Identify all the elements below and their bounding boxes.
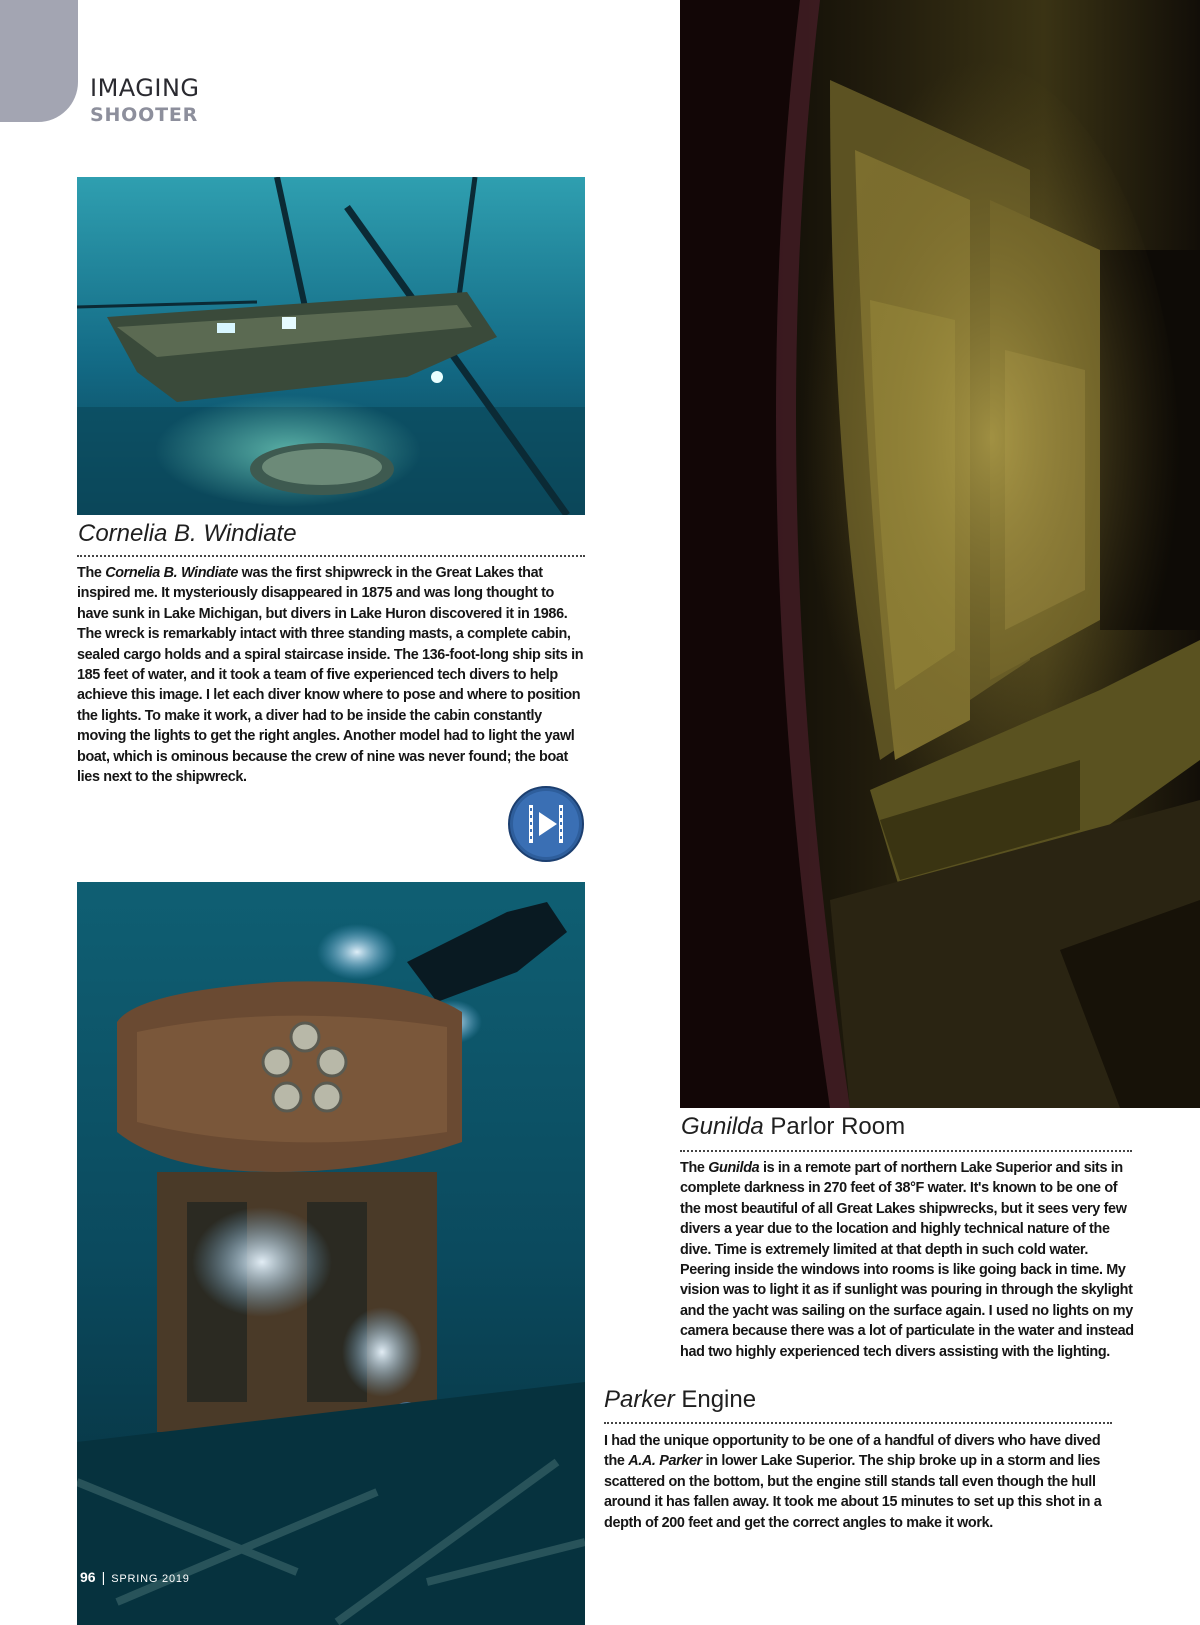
- parker-title-rule: [604, 1422, 1112, 1424]
- windiate-shipwreck-photo: [77, 177, 585, 515]
- gunilda-parlor-photo: [680, 0, 1200, 1108]
- section-label: IMAGING: [90, 74, 200, 102]
- parker-body: I had the unique opportunity to be one of a handful of divers who have dived the A.A. Parker in lower Lake Superior. The ship broke up in a storm and lies scattered on the bottom, but the engine still stands tall even though the hull around it has fallen away. It took me about 15 minutes to set up this shot in a depth of 200 feet and get the correct angles to make it work.: [604, 1433, 1102, 1531]
- section-tab: [0, 0, 78, 122]
- gunilda-body: The Gunilda is in a remote part of northern Lake Superior and sits in complete darkness in 270 feet of 38°F water. It's known to be one of the most beautiful of all Great Lakes shipwrecks, but it sees very few divers a year due to the location and highly technical nature of the dive. Time is extremely limited at that depth in such cold water. Peering inside the windows into rooms is like going back in time. My vision was to light it as if sunlight was pouring in through the skylight and the yacht was sailing on the surface again. I used no lights on my camera because there was a lot of particulate in the water and instead had two highly experienced tech divers assisting with the lighting.: [680, 1160, 1134, 1360]
- subsection-label: SHOOTER: [90, 104, 199, 126]
- page-number: 96: [80, 1569, 96, 1585]
- windiate-title-rule: [77, 555, 585, 557]
- page-folio: 96 | SPRING 2019: [80, 1569, 190, 1585]
- play-video-button[interactable]: [507, 785, 585, 863]
- issue-label: SPRING 2019: [111, 1573, 190, 1585]
- parker-engine-photo: [77, 882, 585, 1625]
- gunilda-title-rule: [680, 1150, 1132, 1152]
- gunilda-title: Gunilda Parlor Room: [681, 1113, 906, 1140]
- windiate-title: Cornelia B. Windiate: [78, 520, 297, 547]
- parker-title: Parker Engine: [604, 1386, 757, 1413]
- windiate-body: The Cornelia B. Windiate was the first shipwreck in the Great Lakes that inspired me. It mysteriously disappeared in 1875 and was long thought to have sunk in Lake Michigan, but divers in Lake Huron discovered it in 1986. The wreck is remarkably intact with three standing masts, a complete cabin, sealed cargo holds and a spiral staircase inside. The 136-foot-long ship sits in 185 feet of water, and it took a team of five experienced tech divers to help achieve this image. I let each diver know where to pose and where to position the lights. To make it work, a diver had to be inside the cabin constantly moving the lights to get the right angles. Another model had to light the yawl boat, which is ominous because the crew of nine was never found; the boat lies next to the shipwreck.: [77, 565, 584, 786]
- video-play-icon: [507, 785, 585, 863]
